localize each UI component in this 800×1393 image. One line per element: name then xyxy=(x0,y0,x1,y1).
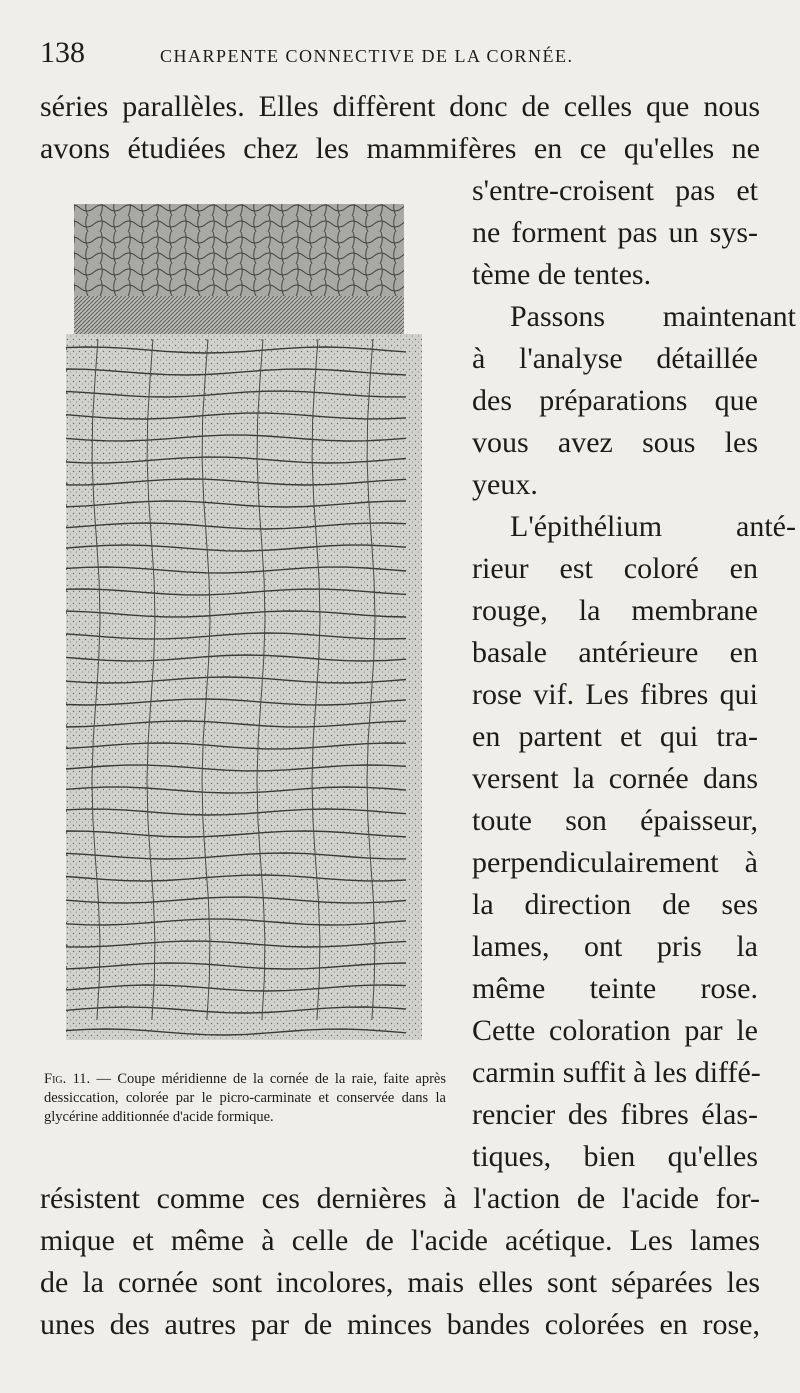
side-line: lames, ont pris la xyxy=(472,930,758,963)
side-line: vous avez sous les xyxy=(472,426,758,459)
running-head: CHARPENTE CONNECTIVE DE LA CORNÉE. xyxy=(160,46,574,66)
body-line: unes des autres par de minces bandes colorées en rose, xyxy=(40,1308,760,1341)
side-line: tiques, bien qu'elles xyxy=(472,1140,758,1173)
side-line: rencier des fibres élas- xyxy=(472,1098,758,1131)
stroma-lamellae xyxy=(66,334,422,1040)
side-line: des préparations que xyxy=(472,384,758,417)
side-line: rose vif. Les fibres qui xyxy=(472,678,758,711)
side-line: rieur est coloré en xyxy=(472,552,758,585)
side-line: à l'analyse détaillée xyxy=(472,342,758,375)
figure-caption-text: — Coupe méridienne de la cornée de la raie, faite après dessiccation, colorée par le picro-carminate et conservée dans la glycérine additionnée d'acide formique. xyxy=(44,1071,446,1125)
body-line: résistent comme ces dernières à l'action de l'acide for- xyxy=(40,1182,760,1215)
figure-label: Fig. 11. xyxy=(44,1071,91,1087)
side-line: perpendiculairement à xyxy=(472,846,758,879)
page-number: 138 xyxy=(40,36,85,69)
side-line: Passons maintenant xyxy=(510,300,796,333)
side-line: s'entre-croisent pas et xyxy=(472,174,758,207)
side-line: la direction de ses xyxy=(472,888,758,921)
side-line: carmin suffit à les diffé- xyxy=(472,1056,761,1089)
body-line: de la cornée sont incolores, mais elles sont séparées les xyxy=(40,1266,760,1299)
side-line: toute son épaisseur, xyxy=(472,804,758,837)
cornea-section-figure xyxy=(66,200,422,1060)
body-line: avons étudiées chez les mammifères en ce qu'elles ne xyxy=(40,132,760,165)
side-line: tème de tentes. xyxy=(472,258,652,291)
body-line: mique et même à celle de l'acide acétique. Les lames xyxy=(40,1224,760,1257)
cornea-engraving xyxy=(66,200,422,1060)
side-line: versent la cornée dans xyxy=(472,762,758,795)
page-header xyxy=(40,36,760,76)
basal-membrane xyxy=(74,296,404,334)
figure-caption xyxy=(44,1070,446,1127)
side-line: Cette coloration par le xyxy=(472,1014,758,1047)
body-line: séries parallèles. Elles diffèrent donc de celles que nous xyxy=(40,90,760,123)
side-line: même teinte rose. xyxy=(472,972,758,1005)
epithelium-layer xyxy=(74,204,404,296)
side-line: basale antérieure en xyxy=(472,636,758,669)
side-line: en partent et qui tra- xyxy=(472,720,758,753)
side-line: yeux. xyxy=(472,468,538,501)
side-line: ne forment pas un sys- xyxy=(472,216,758,249)
side-line: L'épithélium anté- xyxy=(510,510,796,543)
side-line: rouge, la membrane xyxy=(472,594,758,627)
